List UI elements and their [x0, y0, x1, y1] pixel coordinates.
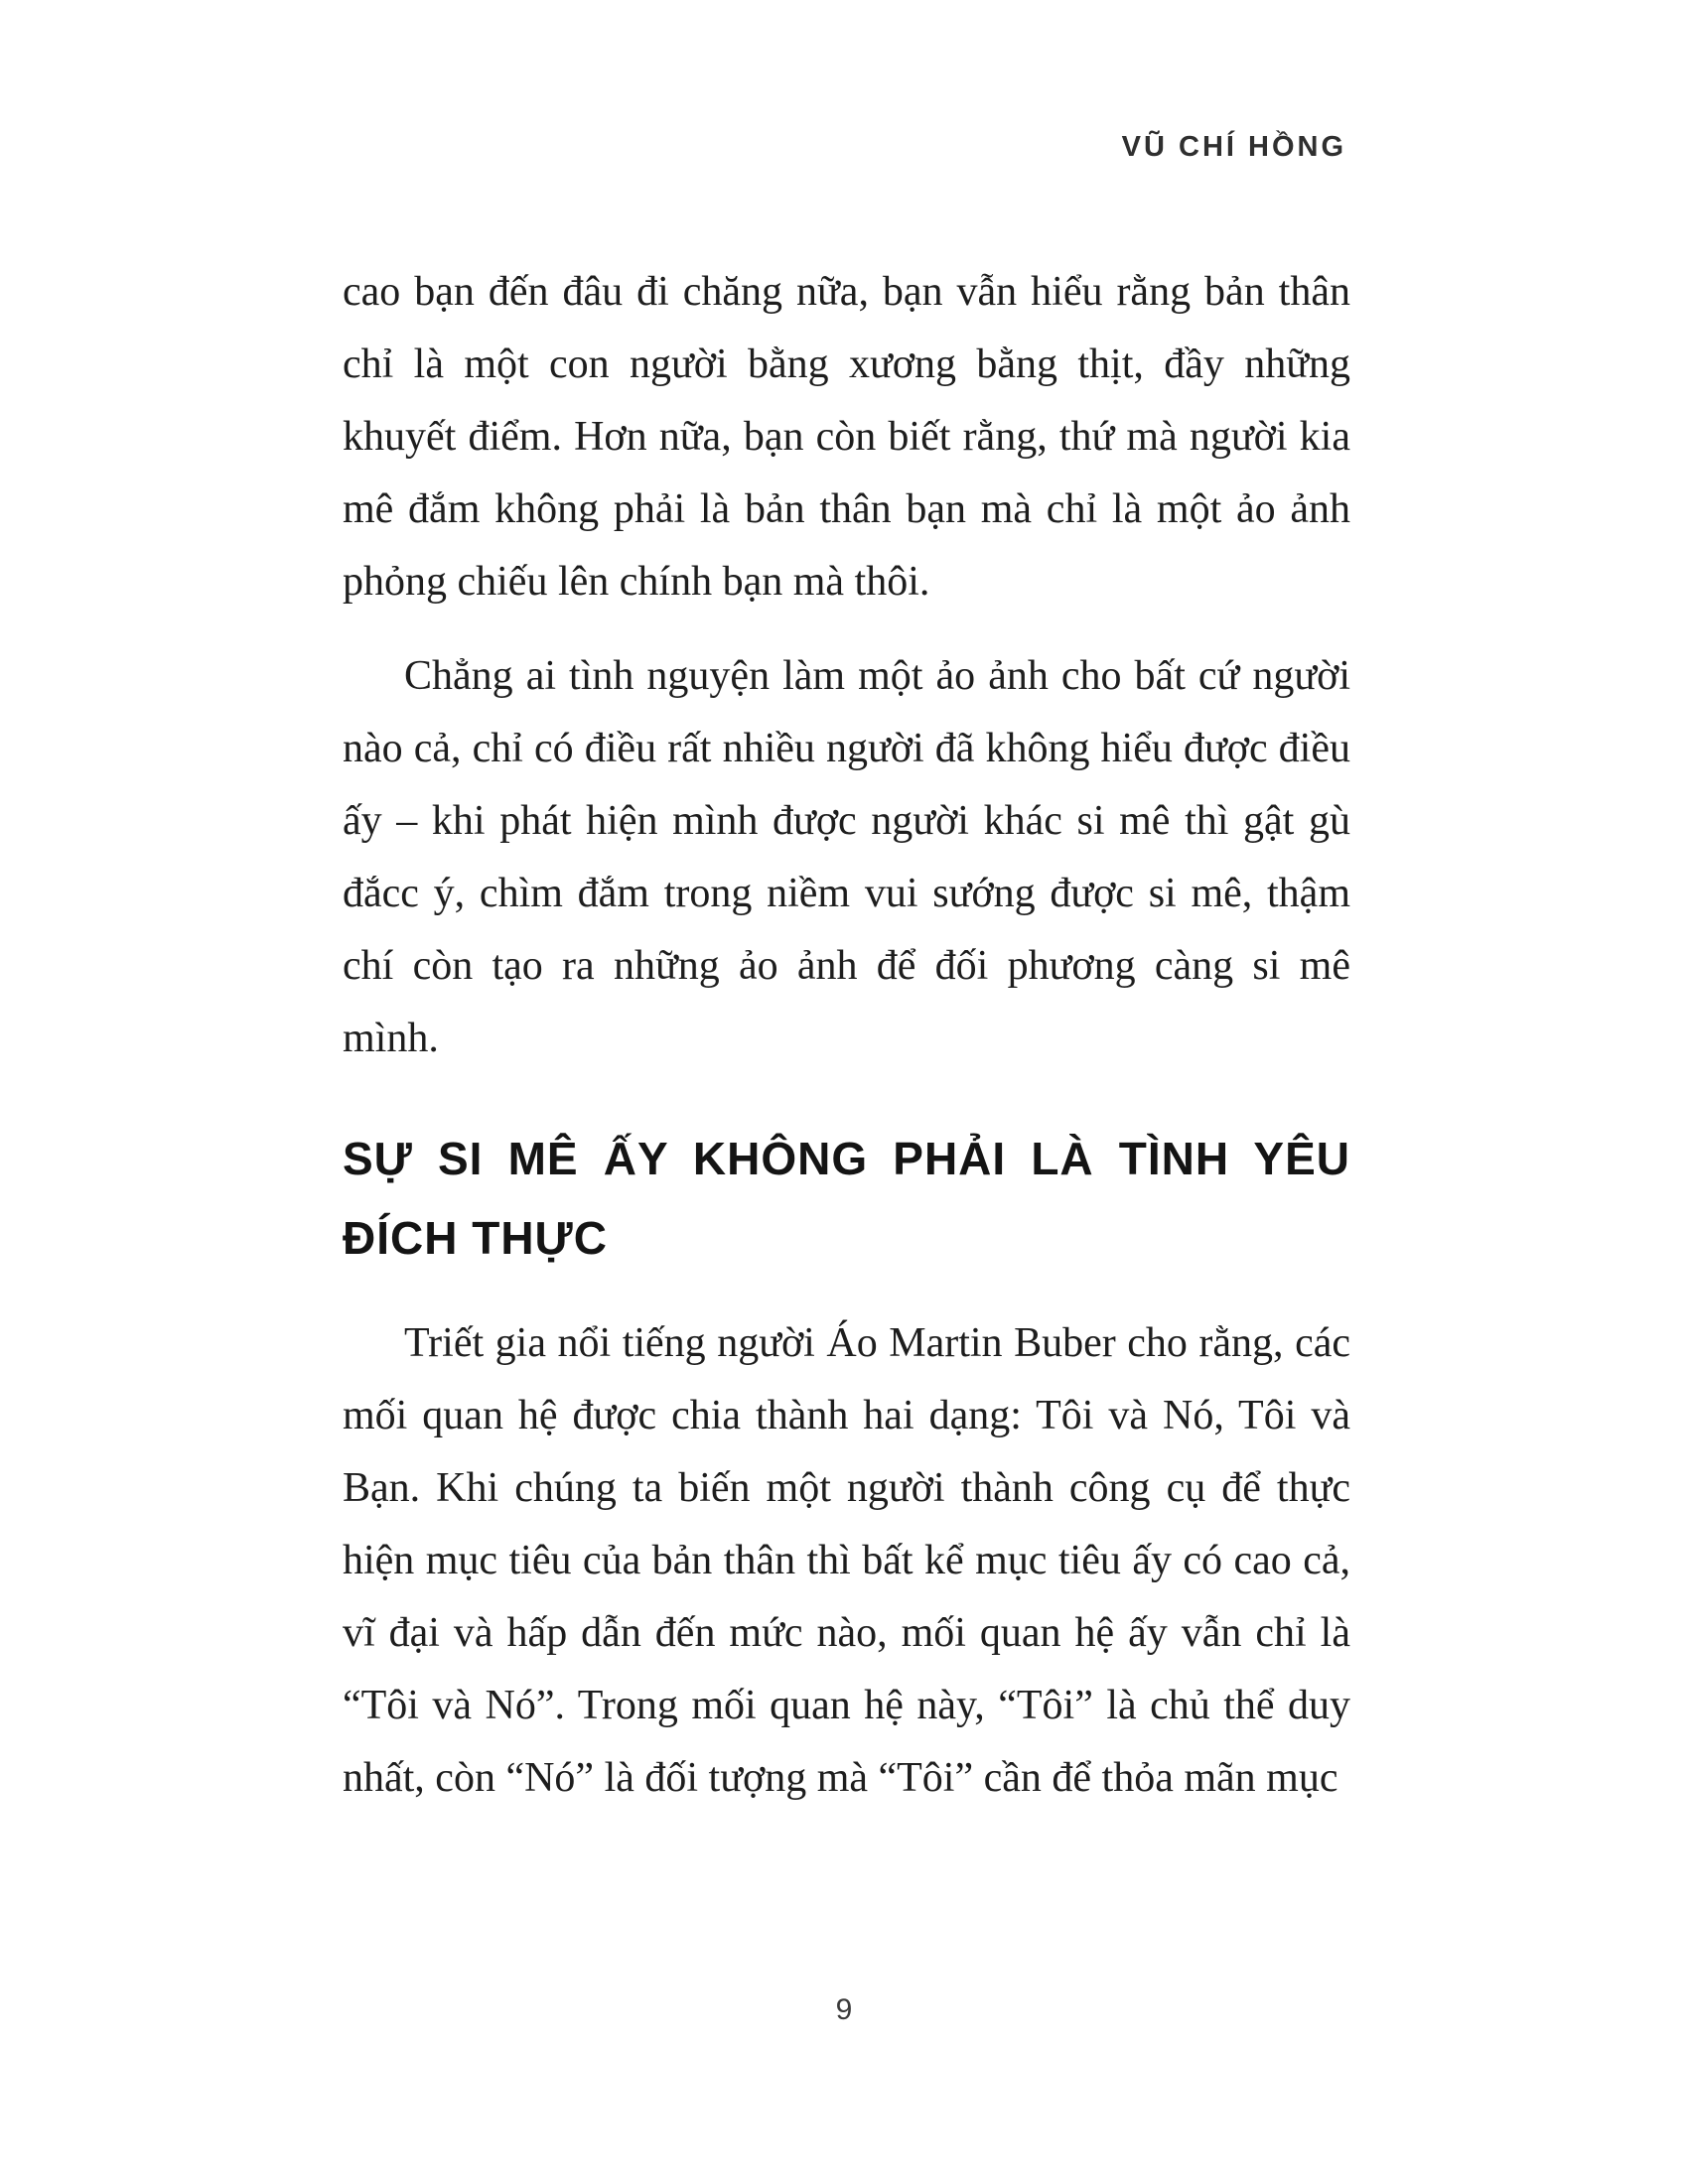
section-heading: [343, 1119, 1350, 1278]
page-content: [343, 256, 1350, 1837]
paragraph: Chẳng ai tình nguyện làm một ảo ảnh cho bất cứ người nào cả, chỉ có điều rất nhiều người đã không hiểu được điều ấy – khi phát hiện mình được người khác si mê thì gật gù đắcc ý, chìm đắm trong niềm vui sướng được si mê, thậm chí còn tạo ra những ảo ảnh để đối phương càng si mê mình.: [343, 653, 1350, 1061]
section-heading-line2: ĐÍCH THỰC: [343, 1212, 608, 1264]
paragraph: Triết gia nổi tiếng người Áo Martin Buber cho rằng, các mối quan hệ được chia thành hai dạng: Tôi và Nó, Tôi và Bạn. Khi chúng ta biến một người thành công cụ để thực hiện mục tiêu của bản thân thì bất kể mục tiêu ấy có cao cả, vĩ đại và hấp dẫn đến mức nào, mối quan hệ ấy vẫn chỉ là “Tôi và Nó”. Trong mối quan hệ này, “Tôi” là chủ thể duy nhất, còn “Nó” là đối tượng mà “Tôi” cần để thỏa mãn mục: [343, 1320, 1350, 1801]
paragraph-continuation: cao bạn đến đâu đi chăng nữa, bạn vẫn hiểu rằng bản thân chỉ là một con người bằng xương bằng thịt, đầy những khuyết điểm. Hơn nữa, bạn còn biết rằng, thứ mà người kia mê đắm không phải là bản thân bạn mà chỉ là một ảo ảnh phỏng chiếu lên chính bạn mà thôi.: [343, 269, 1350, 605]
page-number: 9: [835, 1993, 853, 2026]
section-heading-line1: SỰ SI MÊ ẤY KHÔNG PHẢI LÀ TÌNH YÊU: [343, 1133, 1350, 1184]
running-header-author: VŨ CHÍ HỒNG: [1121, 131, 1346, 163]
